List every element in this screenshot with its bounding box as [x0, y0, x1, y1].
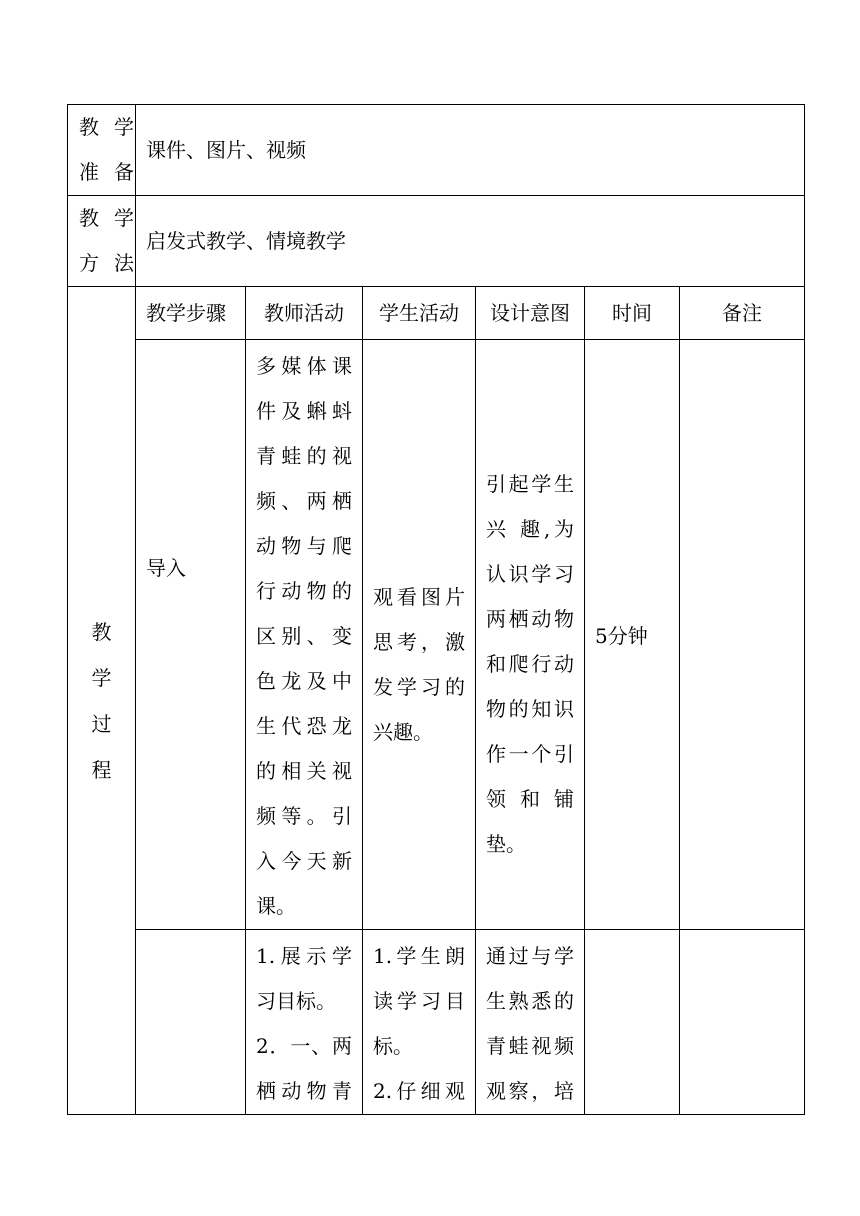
header-design-intent: 设计意图 — [476, 287, 585, 340]
cell-step-intro: 导入 — [136, 340, 246, 930]
row-intro — [68, 340, 805, 930]
header-step: 教学步骤 — [136, 287, 246, 340]
cell-teacher-intro: 多媒体课 件及蝌蚪 青蛙的视 频、两栖 动物与爬 行动物的 区别、变 色龙及中 生代恐龙 的相关视 频等。引 入今天新 课。 — [246, 340, 363, 930]
cell-teacher-next: 1.展示学 习目标。 2．一、两 栖动物青 — [246, 930, 363, 1115]
lesson-plan-table — [67, 104, 805, 1115]
cell-student-intro: 观看图片 思考，激 发学习的 兴趣。 — [363, 340, 476, 930]
header-notes: 备注 — [680, 287, 805, 340]
header-teacher-activity: 教师活动 — [246, 287, 363, 340]
header-student-activity: 学生活动 — [363, 287, 476, 340]
label-teaching-process: 教 学 过 程 — [68, 287, 136, 1115]
row-teaching-method — [68, 196, 805, 287]
value-teaching-method: 启发式教学、情境教学 — [136, 196, 805, 287]
cell-notes-next — [680, 930, 805, 1115]
label-teaching-prep: 教学 准备 — [68, 105, 136, 196]
cell-intent-next: 通过与学 生熟悉的 青蛙视频 观察，培 — [476, 930, 585, 1115]
cell-step-next — [136, 930, 246, 1115]
row-process-header — [68, 287, 805, 340]
cell-student-next: 1.学生朗 读学习目 标。 2.仔细观 — [363, 930, 476, 1115]
cell-notes-intro — [680, 340, 805, 930]
row-new-lesson — [68, 930, 805, 1115]
cell-time-next — [585, 930, 680, 1115]
label-teaching-method: 教学 方法 — [68, 196, 136, 287]
value-teaching-prep: 课件、图片、视频 — [136, 105, 805, 196]
row-teaching-prep — [68, 105, 805, 196]
header-time: 时间 — [585, 287, 680, 340]
cell-time-intro: 5分钟 — [585, 340, 680, 930]
cell-intent-intro: 引起学生 兴 趣,为 认识学习 两栖动物 和爬行动 物的知识 作一个引 领 和 铺 垫。 — [476, 340, 585, 930]
